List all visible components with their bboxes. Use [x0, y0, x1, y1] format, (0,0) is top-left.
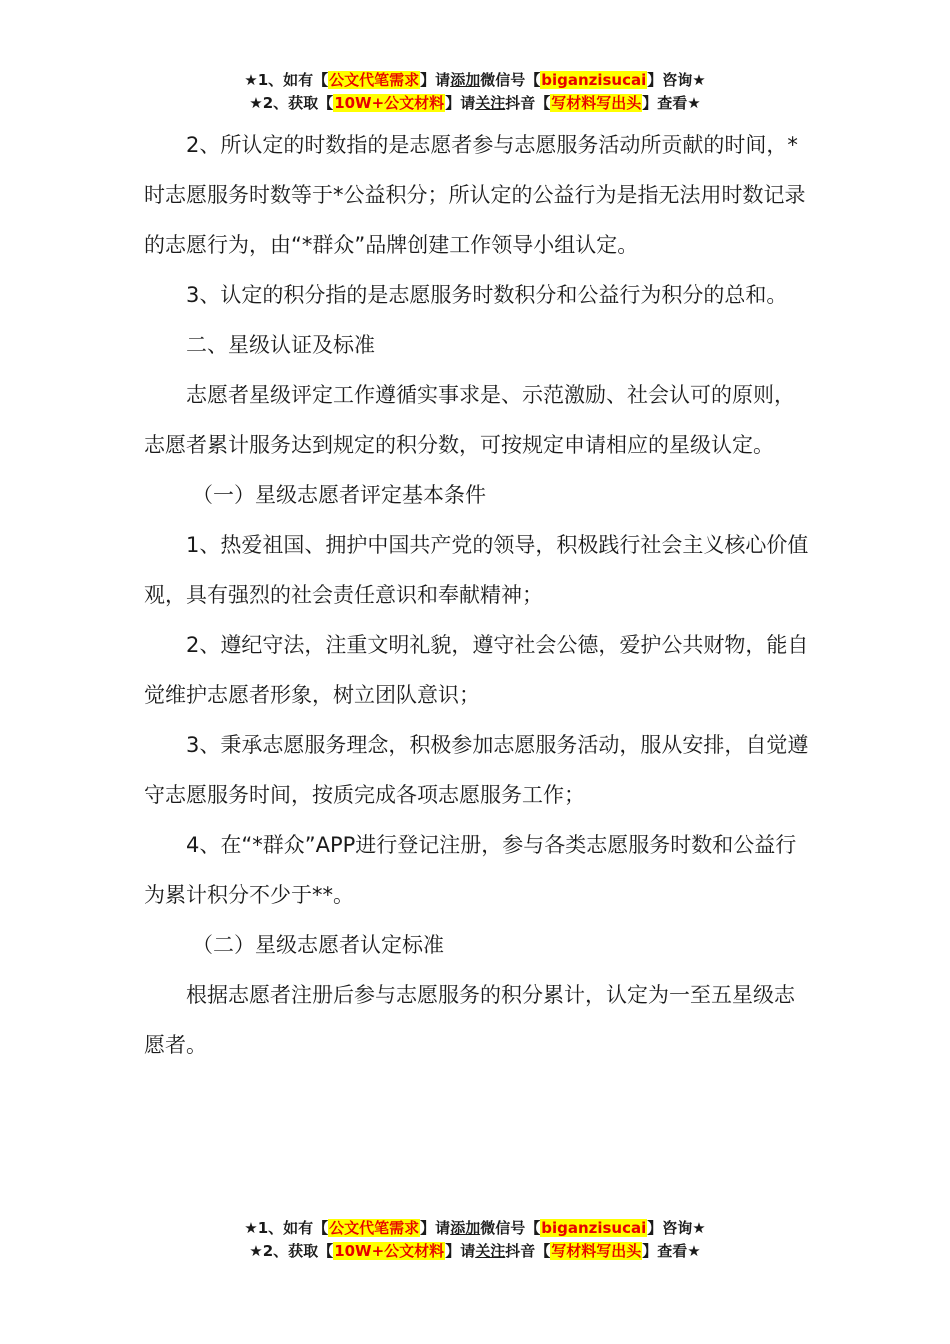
paragraph: 3、认定的积分指的是志愿服务时数积分和公益行为积分的总和。 [186, 283, 788, 307]
list-item: 4、在“*群众”APP进行登记注册，参与各类志愿服务时数和公益行为累计积分不少于**。 [144, 833, 797, 907]
douyin-id-highlight: 写材料写出头 [551, 1242, 642, 1260]
paragraph: 2、所认定的时数指的是志愿者参与志愿服务活动所贡献的时间，*时志愿服务时数等于*公益积分；所认定的公益行为是指无法用时数记录的志愿行为，由“*群众”品牌创建工作领导小组认定。 [144, 133, 806, 257]
promo-line-1: ★1、如有【公文代笔需求】请添加微信号【biganzisucai】咨询★ [244, 71, 706, 89]
subsection-heading: （一）星级志愿者评定基本条件 [192, 483, 486, 507]
promo-highlight: 10W+公文材料 [334, 94, 445, 112]
subsection-heading: （二）星级志愿者认定标准 [192, 933, 444, 957]
header-promo-banner [0, 69, 950, 115]
promo-highlight: 公文代笔需求 [329, 1219, 420, 1237]
footer-promo-banner [0, 1217, 950, 1263]
wechat-id-highlight: biganzisucai [541, 1219, 647, 1237]
paragraph: 根据志愿者注册后参与志愿服务的积分累计，认定为一至五星级志愿者。 [144, 983, 795, 1057]
promo-line-2: ★2、获取【10W+公文材料】请关注抖音【写材料写出头】查看★ [249, 1242, 701, 1260]
list-item: 3、秉承志愿服务理念，积极参加志愿服务活动，服从安排，自觉遵守志愿服务时间，按质完成各项志愿服务工作； [144, 733, 809, 807]
wechat-id-highlight: biganzisucai [541, 71, 647, 89]
list-item: 2、遵纪守法，注重文明礼貌，遵守社会公德，爱护公共财物，能自觉维护志愿者形象，树立团队意识； [144, 633, 809, 707]
section-heading: 二、星级认证及标准 [186, 333, 375, 357]
promo-highlight: 10W+公文材料 [334, 1242, 445, 1260]
document-body [144, 120, 812, 1070]
promo-line-2: ★2、获取【10W+公文材料】请关注抖音【写材料写出头】查看★ [249, 94, 701, 112]
promo-highlight: 公文代笔需求 [329, 71, 420, 89]
douyin-id-highlight: 写材料写出头 [551, 94, 642, 112]
paragraph: 志愿者星级评定工作遵循实事求是、示范激励、社会认可的原则，志愿者累计服务达到规定的积分数，可按规定申请相应的星级认定。 [144, 383, 795, 457]
promo-line-1: ★1、如有【公文代笔需求】请添加微信号【biganzisucai】咨询★ [244, 1219, 706, 1237]
list-item: 1、热爱祖国、拥护中国共产党的领导，积极践行社会主义核心价值观，具有强烈的社会责任意识和奉献精神； [144, 533, 809, 607]
